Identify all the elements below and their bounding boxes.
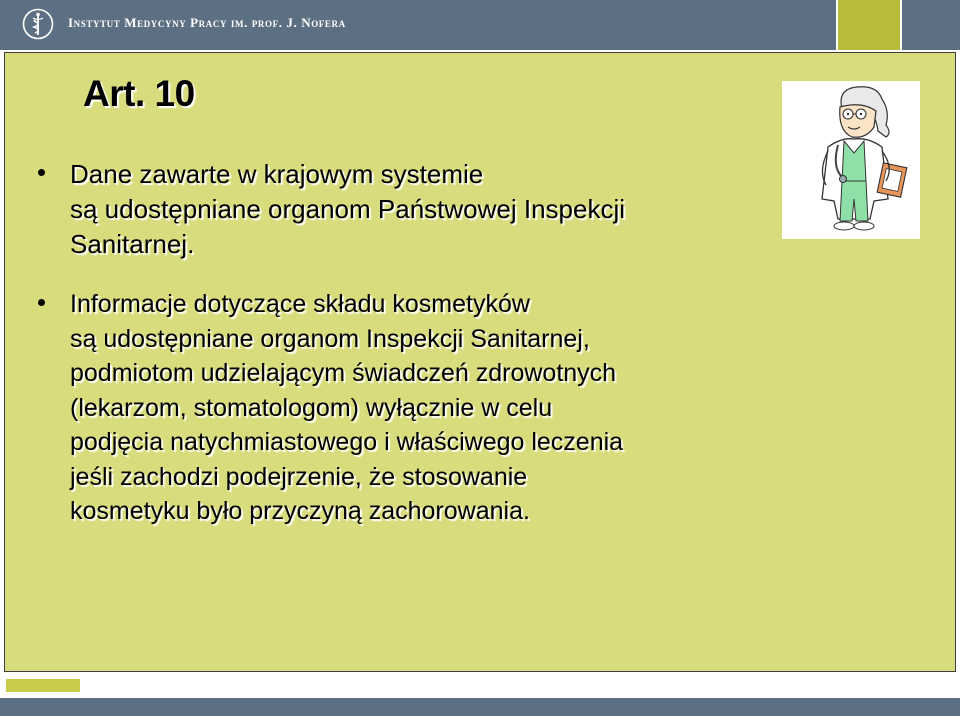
slide-title: Art. 10 [83,73,195,114]
caduceus-logo-icon [22,8,54,40]
bullet-text: Informacje dotyczące składu kosmetyków są udostępniane organom Inspekcji Sanitarnej, podmiotom udzielającym świadczeń zdrowotnych (lekarzom, stomatologom) wyłącznie w celu podjęcia natychmiastowego i właściwego leczenia jeśli zachodzi podejrzenie, że stosowanie kosmetyku było przyczyną zachorowania. [70,290,624,525]
bullet-item [35,157,795,262]
bullet-list [35,157,795,529]
bullet-text: Dane zawarte w krajowym systemie są udostępniane organom Państwowej Inspekcji Sanitarnej. [70,159,626,259]
header [0,0,960,52]
bullet-dot-icon [38,299,45,306]
header-corner-block [902,0,960,50]
footer-accent-block [6,679,80,692]
footer-band [0,698,960,716]
slide-content [4,52,956,672]
bullet-item [35,287,795,529]
bullet-dot-icon [38,169,45,176]
institute-name: Instytut Medycyny Pracy im. prof. J. Nofera [68,15,346,30]
header-accent-block [838,0,900,50]
doctor-cartoon-icon [782,81,920,239]
